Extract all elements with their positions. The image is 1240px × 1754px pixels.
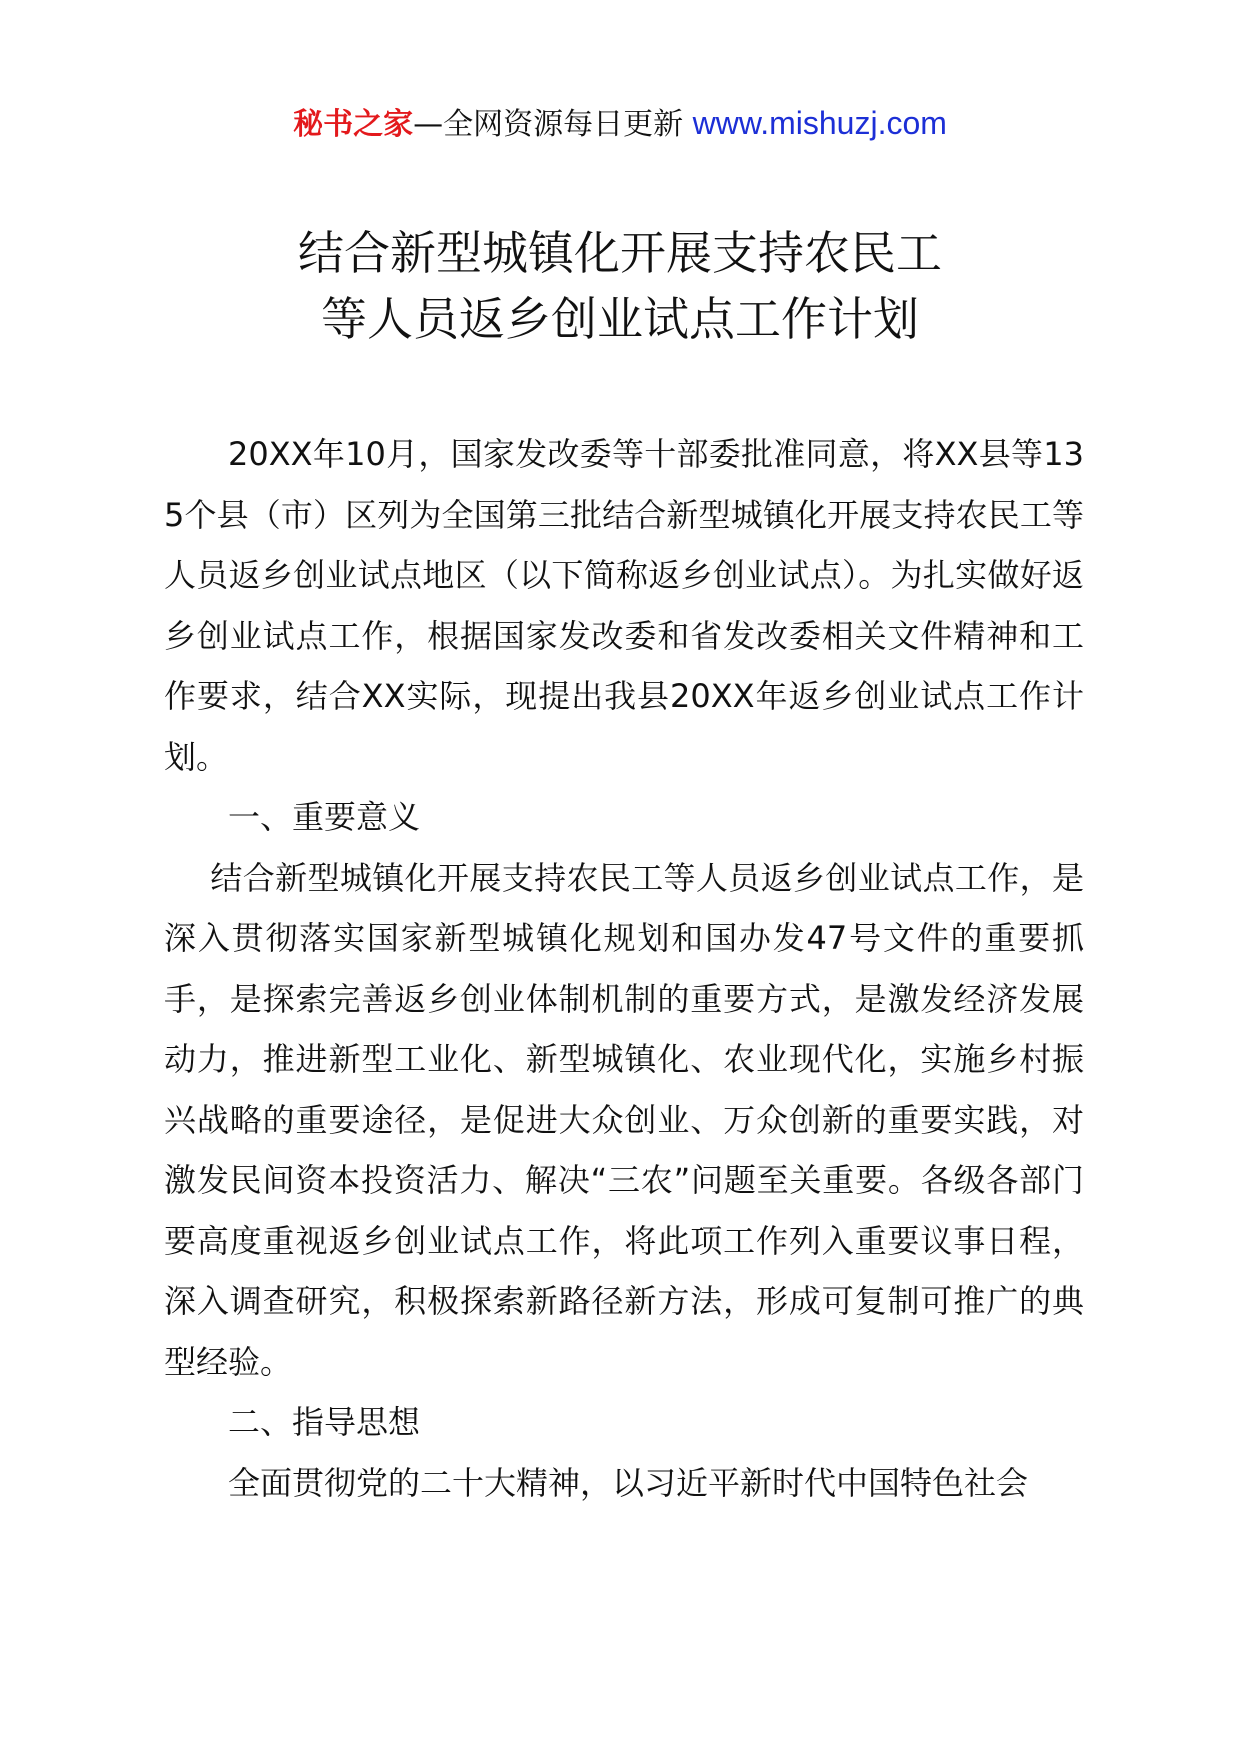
document-title: [0, 220, 1240, 352]
significance-paragraph: 结合新型城镇化开展支持农民工等人员返乡创业试点工作，是深入贯彻落实国家新型城镇化规划和国办发47号文件的重要抓手，是探索完善返乡创业体制机制的重要方式，是激发经济发展动力，推进新型工业化、新型城镇化、农业现代化，实施乡村振兴战略的重要途径，是促进大众创业、万众创新的重要实践，对激发民间资本投资活力、解决“三农”问题至关重要。各级各部门要高度重视返乡创业试点工作，将此项工作列入重要议事日程，深入调查研究，积极探索新路径新方法，形成可复制可推广的典型经验。: [164, 858, 1084, 1381]
section-heading-significance: 一、重要意义: [228, 798, 421, 836]
site-header: [0, 100, 1240, 148]
intro-paragraph: 20XX年10月，国家发改委等十部委批准同意，将XX县等135个县（市）区列为全国第三批结合新型城镇化开展支持农民工等人员返乡创业试点地区（以下简称返乡创业试点）。为扎实做好返乡创业试点工作，根据国家发改委和省发改委相关文件精神和工作要求，结合XX实际，现提出我县20XX年返乡创业试点工作计划。: [164, 435, 1084, 776]
site-brand: 秘书之家: [293, 107, 414, 142]
site-tagline: —全网资源每日更新: [413, 107, 684, 142]
title-line-2: 等人员返乡创业试点工作计划: [321, 292, 919, 346]
document-body: [164, 424, 1084, 1513]
site-url-link[interactable]: www.mishuzj.com: [692, 105, 947, 141]
section-heading-guiding-ideology: 二、指导思想: [228, 1403, 421, 1441]
guiding-ideology-paragraph: 全面贯彻党的二十大精神，以习近平新时代中国特色社会: [228, 1463, 1029, 1502]
title-line-1: 结合新型城镇化开展支持农民工: [298, 226, 942, 280]
